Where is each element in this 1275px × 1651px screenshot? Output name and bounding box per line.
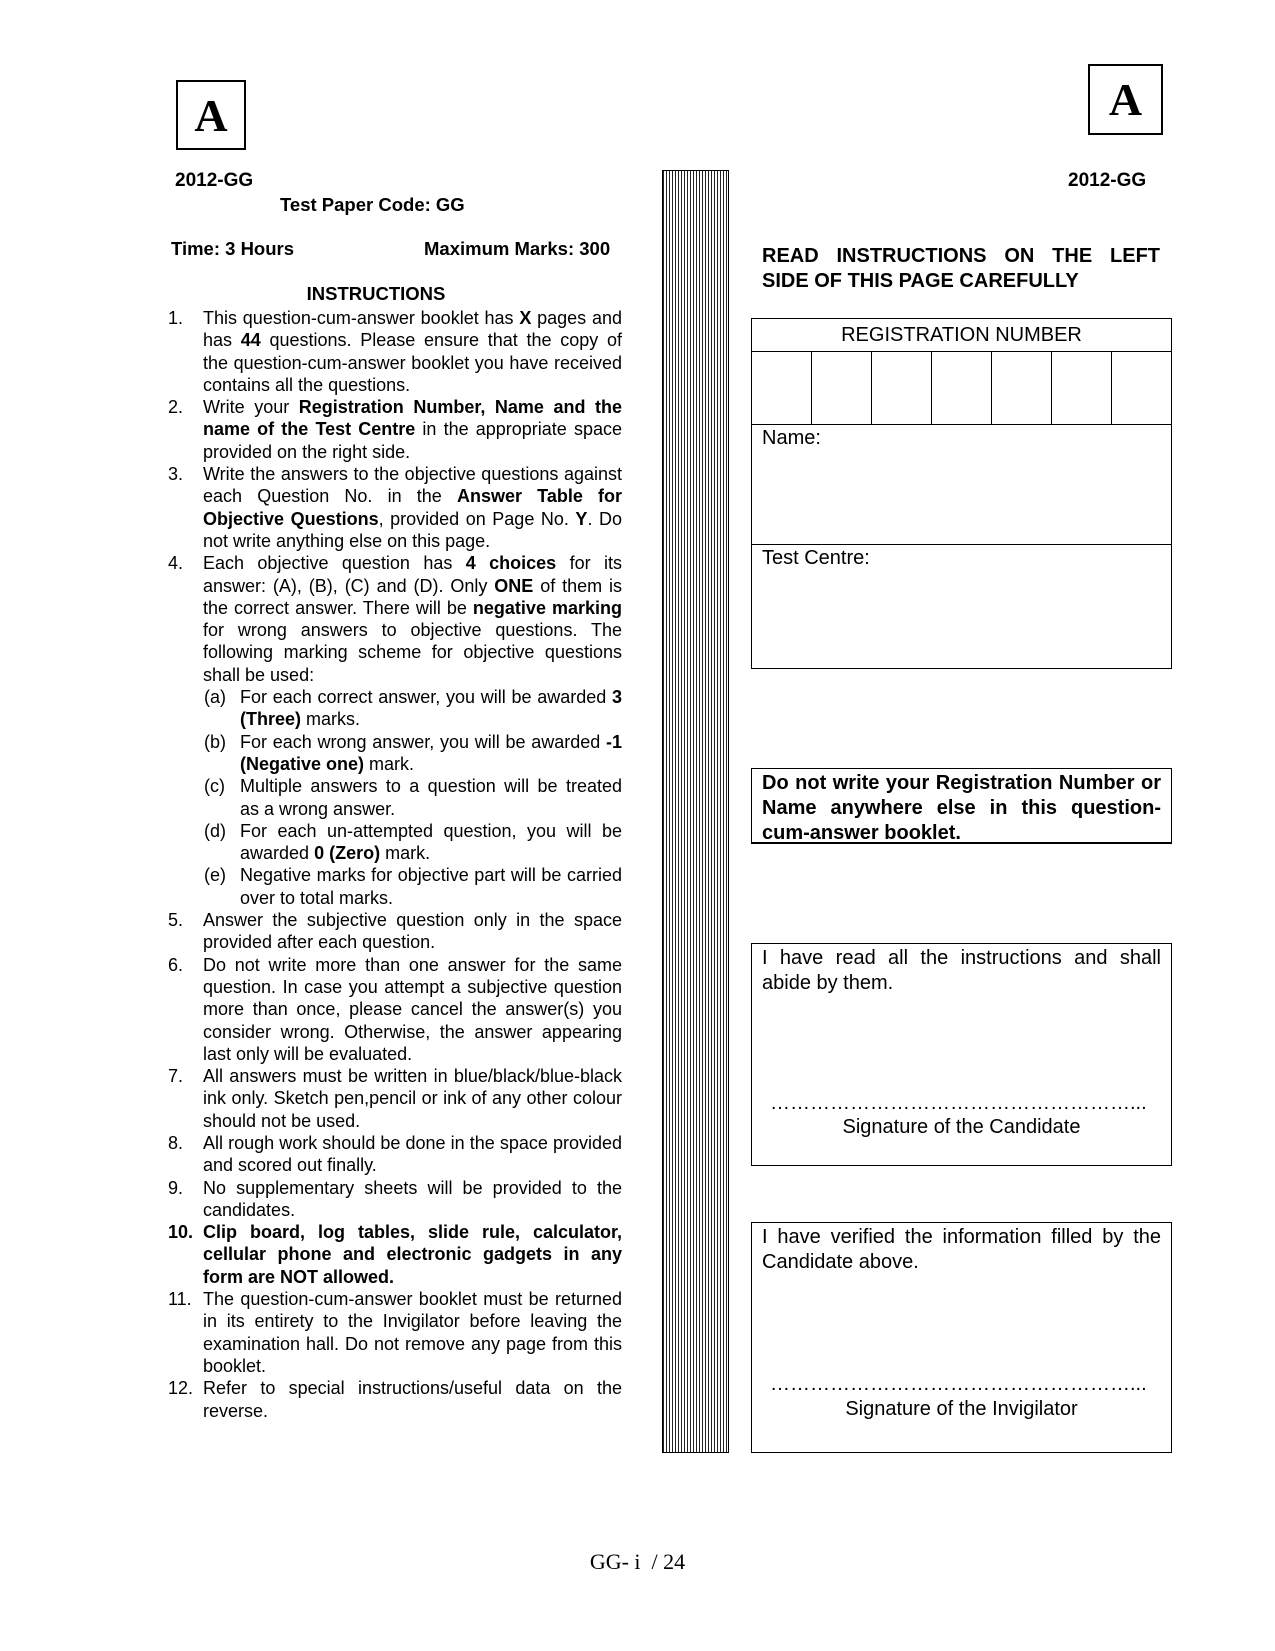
candidate-declaration-text: I have read all the instructions and shall abide by them. — [762, 947, 1161, 994]
registration-cell[interactable] — [1112, 352, 1171, 424]
registration-cell[interactable] — [1052, 352, 1112, 424]
instruction-4c: (c) Multiple answers to a question will be treated as a wrong answer. — [204, 776, 622, 819]
candidate-signature-label: Signature of the Candidate — [842, 1116, 1081, 1138]
page-number-footer: GG- i / 24 — [589, 1549, 686, 1574]
maximum-marks: Maximum Marks: 300 — [424, 238, 611, 259]
instruction-8: 8. All rough work should be done in the space provided and scored out finally. — [168, 1132, 622, 1176]
binding-strip — [662, 170, 729, 1453]
instruction-11: 11. The question-cum-answer booklet must be returned in its entirety to the Invigilator before leaving the examination hall. Do not remove any page from this booklet. — [168, 1289, 622, 1376]
test-centre-label: Test Centre: — [762, 547, 870, 569]
registration-number-label: REGISTRATION NUMBER — [752, 319, 1171, 352]
name-field[interactable] — [752, 425, 1171, 545]
invigilator-declaration-text: I have verified the information filled by the Candidate above. — [762, 1226, 1161, 1273]
invigilator-signature-label: Signature of the Invigilator — [845, 1398, 1078, 1420]
registration-number-cells — [752, 352, 1171, 425]
time-allowed: Time: 3 Hours — [171, 238, 295, 259]
registration-box — [751, 318, 1172, 669]
instruction-12: 12. Refer to special instructions/useful data on the reverse. — [168, 1378, 622, 1421]
invigilator-declaration-box — [751, 1222, 1172, 1453]
instruction-3: 3. Write the answers to the objective questions against each Question No. in the Answer Table for Objective Questions, provided on Page No. Y. Do not write anything else on this page. — [168, 464, 622, 551]
instruction-2: 2. Write your Registration Number, Name and the name of the Test Centre in the appropriate space provided on the right side. — [168, 397, 623, 462]
registration-cell[interactable] — [872, 352, 932, 424]
instructions-heading: INSTRUCTIONS — [306, 283, 446, 304]
name-label: Name: — [762, 427, 821, 449]
instructions-list — [168, 307, 622, 1422]
instruction-4a: (a) For each correct answer, you will be awarded 3 (Three) marks. — [204, 687, 622, 730]
registration-cell[interactable] — [752, 352, 812, 424]
series-letter-left: A — [194, 89, 228, 141]
registration-cell[interactable] — [932, 352, 992, 424]
test-centre-field[interactable] — [752, 545, 1171, 669]
instruction-4b: (b) For each wrong answer, you will be awarded -1 (Negative one) mark. — [204, 731, 622, 774]
registration-cell[interactable] — [812, 352, 872, 424]
instruction-1: 1. This question-cum-answer booklet has X pages and has 44 questions. Please ensure that the copy of the question-cum-answer booklet you have received contains all the questions. — [168, 308, 622, 395]
instruction-4: 4. Each objective question has 4 choices for its answer: (A), (B), (C) and (D). Only ONE of them is the correct answer. There will be negative marking for wrong answers to objective questions. The following marking scheme for objective questions shall be used: — [168, 553, 623, 685]
instruction-4d: (d) For each un-attempted question, you will be awarded 0 (Zero) mark. — [204, 820, 622, 864]
instruction-9: 9. No supplementary sheets will be provided to the candidates. — [168, 1177, 622, 1220]
instruction-4e: (e) Negative marks for objective part will be carried over to total marks. — [204, 865, 622, 908]
paper-id-right: 2012-GG — [1068, 170, 1147, 191]
test-paper-code: Test Paper Code: GG — [280, 194, 465, 215]
instruction-10: 10. Clip board, log tables, slide rule, calculator, cellular phone and electronic gadgets in any form are NOT allowed. — [168, 1222, 622, 1287]
invigilator-signature-line[interactable]: ………………………………………………... — [770, 1373, 1147, 1395]
registration-cell[interactable] — [992, 352, 1052, 424]
candidate-signature-line[interactable]: ………………………………………………... — [770, 1092, 1147, 1114]
paper-id-left: 2012-GG — [175, 170, 254, 191]
candidate-declaration-box — [751, 943, 1172, 1166]
instruction-6: 6. Do not write more than one answer for the same question. In case you attempt a subjective question more than once, please cancel the answer(s) you consider wrong. Otherwise, the answer appearing last only will be evaluated. — [168, 954, 622, 1064]
series-box-left — [176, 80, 246, 150]
warning-text: Do not write your Registration Number or Name anywhere else in this question-cum-answer booklet. — [762, 772, 1161, 844]
instruction-7: 7. All answers must be written in blue/black/blue-black ink only. Sketch pen,pencil or ink of any other colour should not be used. — [168, 1066, 622, 1131]
read-instructions-notice: READ INSTRUCTIONS ON THE LEFT SIDE OF THIS PAGE CAREFULLY — [762, 245, 1160, 292]
warning-box — [751, 768, 1172, 844]
instruction-5: 5. Answer the subjective question only in the space provided after each question. — [168, 910, 622, 953]
series-letter-right: A — [1108, 74, 1143, 125]
series-box-right — [1088, 64, 1163, 135]
